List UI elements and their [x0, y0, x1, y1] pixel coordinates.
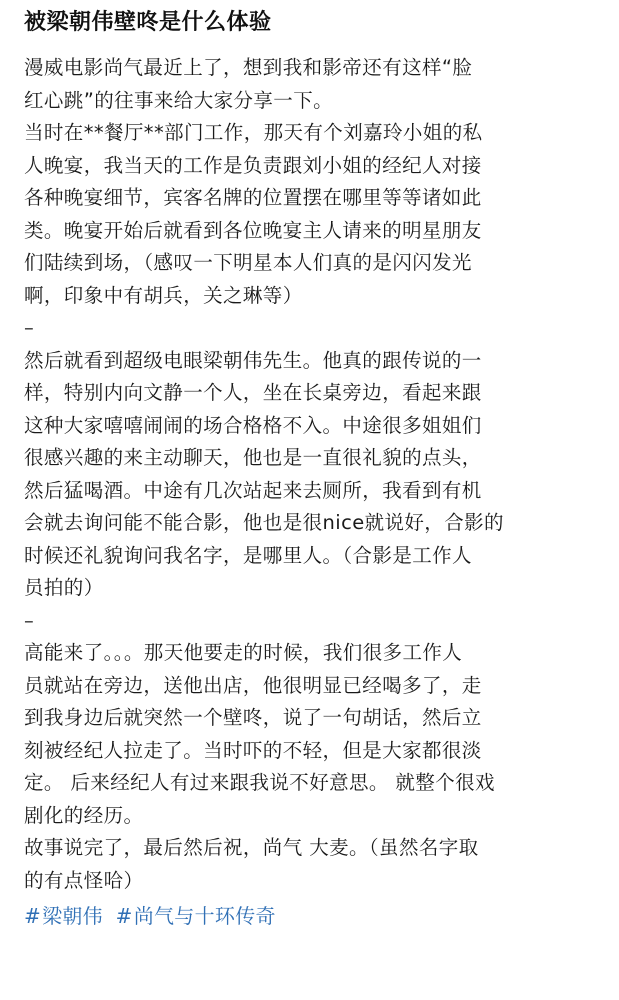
- paragraph-intro: 漫威电影尚气最近上了，想到我和影帝还有这样“脸 红心跳”的往事来给大家分享一下。 当时在**餐厅**部门工作，那天有个刘嘉玲小姐的私 人晚宴，我当天的工作是负责跟刘小姐的经纪人对接 各种晚宴细节，宾客名牌的位置摆在哪里等等诸如此 类。晚宴开始后就看到各位晚宴主人请来的明星朋友 们陆续到场，（感叹一下明星本人们真的是闪闪发光 啊，印象中有胡兵，关之琳等）: [24, 56, 483, 307]
- post-body: [24, 52, 605, 897]
- hashtag-symbol: #: [24, 904, 42, 928]
- separator-2: –: [24, 608, 35, 632]
- hashtag-shang-chi[interactable]: [116, 904, 276, 928]
- hashtag-liang-chaowei[interactable]: [24, 904, 103, 928]
- hashtag-symbol: #: [115, 904, 133, 928]
- post-title: 被梁朝伟壁咚是什么体验: [24, 10, 272, 35]
- separator-1: –: [24, 316, 35, 339]
- hashtag-list: [24, 897, 605, 935]
- paragraph-climax: 高能来了。。。那天他要走的时候，我们很多工作人 员就站在旁边，送他出店，他很明显已经喝多了，走 到我身边后就突然一个壁咚，说了一句胡话，然后立 刻被经纪人拉走了。当时吓的不轻，但是大家都很淡 定。 后来经纪人有过来跟我说不好意思。 就整个很戏 剧化的经历。 故事说完了，最后然后祝，尚气 大麦。（虽然名字取 的有点怪哈）: [24, 641, 495, 892]
- hashtag-label: 梁朝伟: [42, 904, 103, 928]
- paragraph-meeting: 然后就看到超级电眼梁朝伟先生。他真的跟传说的一 样，特别内向文静一个人，坐在长桌旁边，看起来跟 这种大家嘻嘻闹闹的场合格格不入。中途很多姐姐们 很感兴趣的来主动聊天，他也是一直很礼貌的点头， 然后猛喝酒。中途有几次站起来去厕所，我看到有机 会就去询问能不能合影，他也是很nice就说好，合影的 时候还礼貌询问我名字，是哪里人。（合影是工作人 员拍的）: [24, 348, 504, 599]
- hashtag-label: 尚气与十环传奇: [133, 904, 276, 928]
